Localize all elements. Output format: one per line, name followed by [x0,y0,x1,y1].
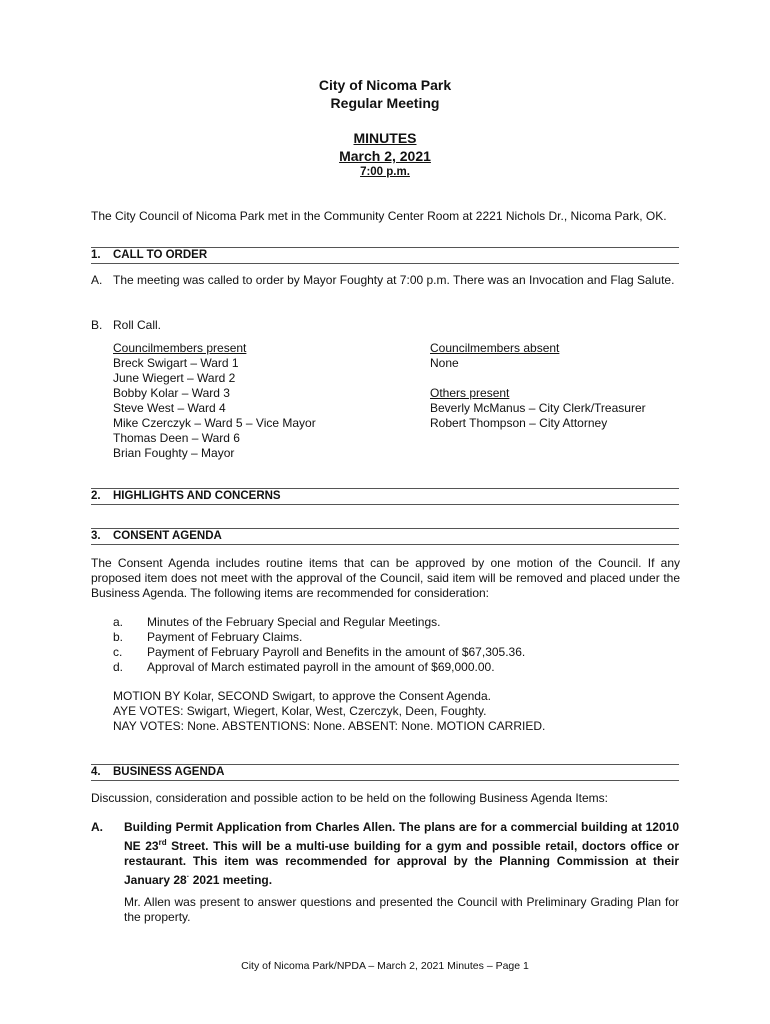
list-item: c. Payment of February Payroll and Benefits in the amount of $67,305.36. [113,645,526,659]
motion-block [113,689,545,734]
section-number: 1. [91,249,101,261]
list-item: Beverly McManus – City Clerk/Treasurer [430,401,646,415]
building-permit-item: Building Permit Application from Charles Allen. The plans are for a commercial building at 12010 NE 23rd Street. This will be a multi-use building for a gym and possible retail, doctors office or restaurant. This item was recommended for approval by the Planning Commission at their January 28· 2021 meeting. [124,820,679,887]
section-call-to-order [91,247,679,264]
city-title: City of Nicoma Park [318,77,452,93]
item-letter: B. [91,318,103,332]
councilmembers-absent-list [430,341,646,431]
section-number: 4. [91,766,101,778]
list-item: None [430,356,459,370]
consent-items-list [113,615,525,675]
list-item: Robert Thompson – City Attorney [430,416,608,430]
meeting-time: 7:00 p.m. [360,166,410,178]
nay-votes: NAY VOTES: None. ABSTENTIONS: None. ABSENT: None. MOTION CARRIED. [113,719,546,733]
list-item: b. Payment of February Claims. [113,630,303,644]
list-item: Breck Swigart – Ward 1 [113,356,239,370]
list-item: Bobby Kolar – Ward 3 [113,386,230,400]
section-business-agenda [91,764,679,781]
section-title: CALL TO ORDER [113,249,208,261]
meeting-type: Regular Meeting [330,95,440,111]
building-permit-note: Mr. Allen was present to answer questions and presented the Council with Preliminary Grading Plan for the property. [124,895,679,924]
list-item: a. Minutes of the February Special and Regular Meetings. [113,615,441,629]
intro-paragraph: The City Council of Nicoma Park met in the Community Center Room at 2221 Nichols Dr., Nicoma Park, OK. [91,209,667,223]
list-item: Brian Foughty – Mayor [113,446,235,460]
list-item: d. Approval of March estimated payroll in the amount of $69,000.00. [113,660,495,674]
list-item: Mike Czerczyk – Ward 5 – Vice Mayor [113,416,316,430]
list-item: June Wiegert – Ward 2 [113,371,236,385]
roll-call-label: Roll Call. [113,318,162,332]
absent-heading: Councilmembers absent [430,341,560,355]
section-highlights-and-concerns [91,488,679,505]
page-footer: City of Nicoma Park/NPDA – March 2, 2021 Minutes – Page 1 [241,960,529,972]
minutes-title: MINUTES [353,130,417,146]
list-item: Steve West – Ward 4 [113,401,226,415]
business-agenda-intro: Discussion, consideration and possible action to be held on the following Business Agenda Items: [91,791,608,805]
consent-agenda-description: The Consent Agenda includes routine items that can be approved by one motion of the Council. If any proposed item does not meet with the approval of the Council, said item will be removed and placed under the Business Agenda. The following items are recommended for consideration: [91,556,680,600]
section-title: CONSENT AGENDA [113,530,222,542]
section-number: 2. [91,490,101,502]
section-consent-agenda [91,528,679,545]
councilmembers-present-list [113,341,316,461]
section-number: 3. [91,530,101,542]
section-title: BUSINESS AGENDA [113,766,225,778]
list-item: Thomas Deen – Ward 6 [113,431,240,445]
motion-text: MOTION BY Kolar, SECOND Swigart, to approve the Consent Agenda. [113,689,491,703]
item-letter: A. [91,820,103,834]
section-title: HIGHLIGHTS AND CONCERNS [113,490,281,502]
present-heading: Councilmembers present [113,341,247,355]
others-heading: Others present [430,386,510,400]
call-to-order-text: The meeting was called to order by Mayor Foughty at 7:00 p.m. There was an Invocation and Flag Salute. [113,273,675,287]
aye-votes: AYE VOTES: Swigart, Wiegert, Kolar, West, Czerczyk, Deen, Foughty. [113,704,487,718]
item-letter: A. [91,273,103,287]
meeting-date: March 2, 2021 [339,148,431,164]
